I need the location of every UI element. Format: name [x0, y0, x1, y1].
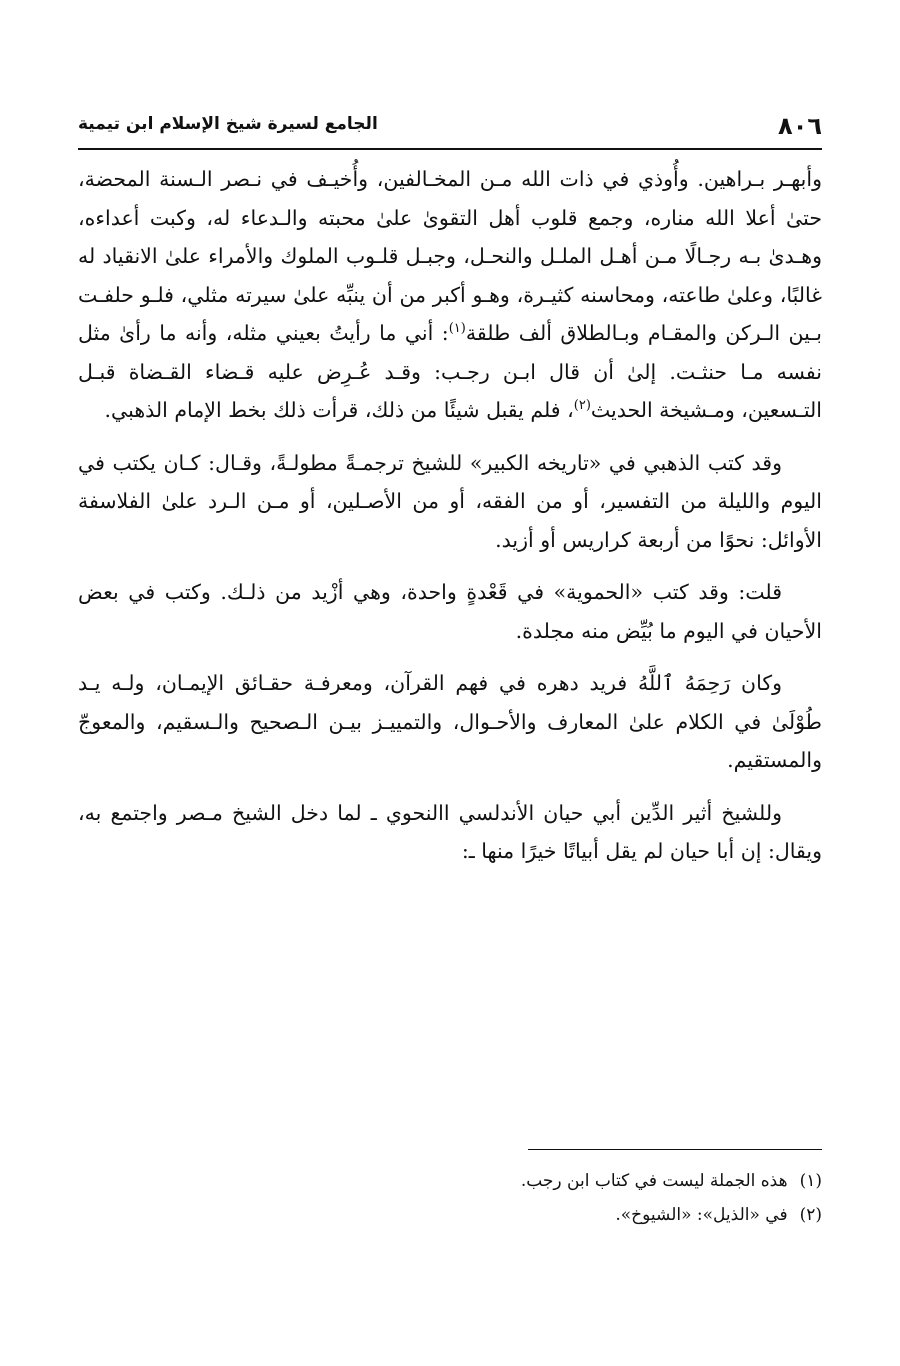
paragraph-1-part-a: وأبهـر بـراهين. وأُوذي في ذات الله مـن المخـالفين، وأُخيـف في نـصر الـسنة المحضة، حتىٰ أعلا الله مناره، وجمع قلوب أهل التقوىٰ علىٰ محبته والـدعاء له، وكبت أعداءه، وهـدىٰ بـه رجـالًا مـن أهـل الملـل والنحـل، وجبـل قلـوب الملوك والأمراء علىٰ الانقياد له غالبًا، وعلىٰ طاعته، ومحاسنه كثيـرة، وهـو أكبر من أن ينبِّه علىٰ سيرته مثلي، فلـو حلفـت بـين الـركن والمقـام وبـالطلاق ألف طلقة: [78, 167, 822, 345]
paragraph-1: [78, 160, 822, 430]
header-divider: [78, 148, 822, 150]
footnote-divider: [528, 1149, 822, 1150]
paragraph-3: قلت: وقد كتب «الحموية» في قَعْدةٍ واحدة، وهي أزْيد من ذلـك. وكتب في بعض الأحيان في اليوم ما بُيِّض منه مجلدة.: [78, 580, 822, 643]
book-title: الجامع لسيرة شيخ الإسلام ابن تيمية: [78, 114, 378, 134]
footnote-1-text: هذه الجملة ليست في كتاب ابن رجب.: [520, 1171, 788, 1191]
paragraph-1-part-c: ، فلم يقبل شيئًا من ذلك، قرأت ذلك بخط الإمام الذهبي.: [104, 398, 574, 422]
footnote-2-text: في «الذيل»: «الشيوخ».: [615, 1205, 788, 1225]
paragraph-1-part-b: : أني ما رأيتُ بعيني مثله، وأنه ما رأىٰ مثل نفسه مـا حنثـت. إلىٰ أن قال ابـن رجـب: وقـد عُـرِض عليه قـضاء القـضاة قبـل التـسعين، ومـشيخة الحديث: [78, 321, 822, 422]
paragraph-5: وللشيخ أثير الدِّين أبي حيان الأندلسي االنحوي ـ لما دخل الشيخ مـصر واجتمع به، ويقال: إن أبا حيان لم يقل أبياتًا خيرًا منها ـ:: [78, 800, 822, 863]
paragraph-4: وكان رَحِمَهُ ٱللَّهُ فريد دهره في فهم القرآن، ومعرفـة حقـائق الإيمـان، ولـه يـد طُوْلَىٰ في الكلام علىٰ المعارف والأحـوال، والتمييـز بيـن الـصحيح والـسقيم، والمعوجّ والمستقيم.: [78, 671, 822, 772]
footnote-2: [78, 1198, 822, 1232]
footnotes: [78, 1164, 822, 1232]
footnote-ref-2[interactable]: (٢): [573, 398, 591, 414]
footnote-2-number: (٢): [799, 1205, 822, 1225]
footnote-1-number: (١): [799, 1171, 822, 1191]
footnote-1: [78, 1164, 822, 1198]
running-header: [78, 108, 822, 150]
page-number: ٨٠٦: [778, 112, 822, 140]
paragraph-2: وقد كتب الذهبي في «تاريخه الكبير» للشيخ ترجمـةً مطولـةً، وقـال: كـان يكتب في اليوم والليلة من التفسير، أو من الفقه، أو من الأصـلين، أو مـن الـرد علىٰ الفلاسفة الأوائل: نحوًا من أربعة كراريس أو أزيد.: [78, 450, 822, 552]
main-text: [78, 160, 822, 885]
footnote-ref-1[interactable]: (١): [448, 321, 466, 337]
